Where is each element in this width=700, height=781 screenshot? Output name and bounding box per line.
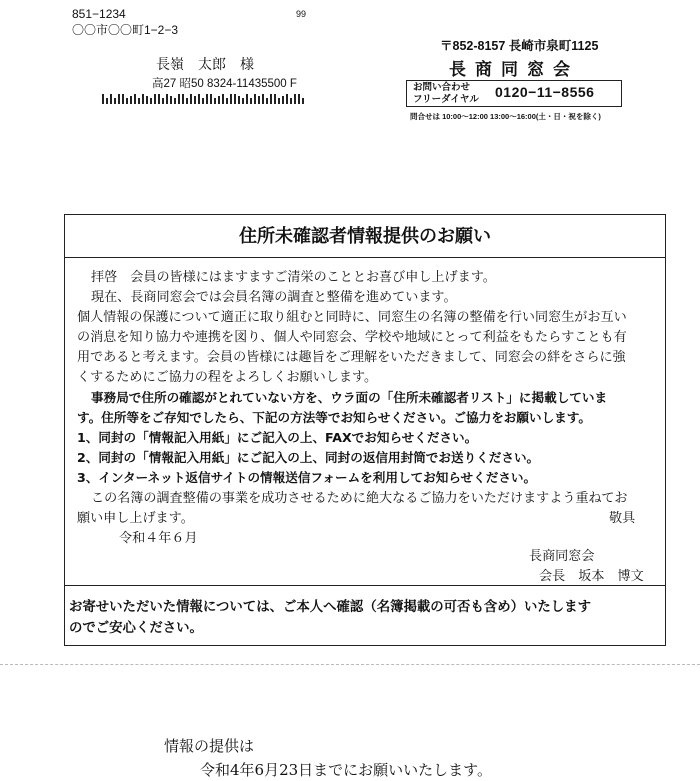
bold-body-line: す。住所等をご存知でしたら、下記の方法等でお知らせください。ご協力をお願いします。 bbox=[77, 410, 591, 425]
sender-address: 〒852-8157 長崎市泉町1125 bbox=[440, 39, 599, 53]
recipient-code: 高27 昭50 8324-11435500 F bbox=[152, 78, 297, 90]
method-item-1: 1、同封の「情報記入用紙」にご記入の上、FAXでお知らせください。 bbox=[77, 430, 478, 445]
body-line: くするためにご協力の程をよろしくお願いします。 bbox=[77, 370, 378, 385]
body-line: 拝啓 会員の皆様にはますますご清栄のこととお喜び申し上げます。 bbox=[91, 270, 496, 285]
privacy-note bbox=[65, 585, 665, 645]
letter-date: 令和４年６月 bbox=[119, 531, 198, 546]
recipient-postal-code: 851−1234 bbox=[72, 7, 126, 21]
keigu: 敬具 bbox=[609, 511, 636, 526]
signer-name: 会長 坂本 博文 bbox=[539, 569, 644, 584]
inquiry-label bbox=[413, 82, 479, 106]
customer-barcode bbox=[102, 94, 308, 104]
sender-name: 長商同窓会 bbox=[449, 60, 579, 79]
page-marker: 99 bbox=[296, 9, 307, 19]
recipient-address: 〇〇市〇〇町1−2−3 bbox=[72, 23, 179, 37]
privacy-note-line-1: お寄せいただいた情報については、ご本人へ確認（名簿掲載の可否も含め）いたします bbox=[69, 600, 591, 615]
inquiry-label-line-1: お問い合わせ bbox=[413, 82, 471, 93]
method-item-2: 2、同封の「情報記入用紙」にご記入の上、同封の返信用封筒でお送りください。 bbox=[77, 450, 540, 465]
divider bbox=[0, 664, 700, 665]
bold-body-line: 事務局で住所の確認がとれていない方を、ウラ面の「住所未確認者リスト」に掲載していま bbox=[91, 390, 608, 405]
body-line: 個人情報の保護について適正に取り組むと同時に、同窓生の名簿の整備を行い同窓生がお互い bbox=[77, 310, 627, 325]
notice-box bbox=[64, 214, 666, 646]
notice-title: 住所未確認者情報提供のお願い bbox=[65, 215, 665, 258]
recipient-name: 長嶺 太郎 様 bbox=[156, 57, 254, 73]
privacy-note-line-2: のでご安心ください。 bbox=[69, 621, 203, 636]
free-dial-number: 0120−11−8556 bbox=[495, 84, 595, 100]
closing-line: この名簿の調査整備の事業を成功させるために絶大なるご協力をいただけますよう重ねてお bbox=[91, 491, 628, 506]
deadline-date: 令和4年6月23日までにお願いいたします。 bbox=[200, 761, 492, 779]
body-line: 用であると考えます。会員の皆様には趣旨をご理解をいただきまして、同窓会の絆をさらに強 bbox=[77, 350, 626, 365]
inquiry-hours: 問合せは 10:00〜12:00 13:00〜16:00(土・日・祝を除く) bbox=[410, 112, 601, 121]
organization-name: 長商同窓会 bbox=[529, 549, 595, 564]
inquiry-box bbox=[406, 80, 622, 107]
body-line: の消息を知り協力や連携を図り、個人や同窓会、学校や地域にとって利益をもたらすことも有 bbox=[77, 330, 627, 345]
method-item-3: 3、インターネット返信サイトの情報送信フォームを利用してお知らせください。 bbox=[77, 470, 537, 485]
deadline-label: 情報の提供は bbox=[164, 737, 255, 755]
body-line: 現在、長商同窓会では会員名簿の調査と整備を進めています。 bbox=[91, 290, 457, 305]
recipient-address-block bbox=[72, 6, 178, 38]
inquiry-label-line-2: フリーダイヤル bbox=[413, 94, 479, 105]
closing-line: 願い申し上げます。 bbox=[77, 511, 194, 526]
